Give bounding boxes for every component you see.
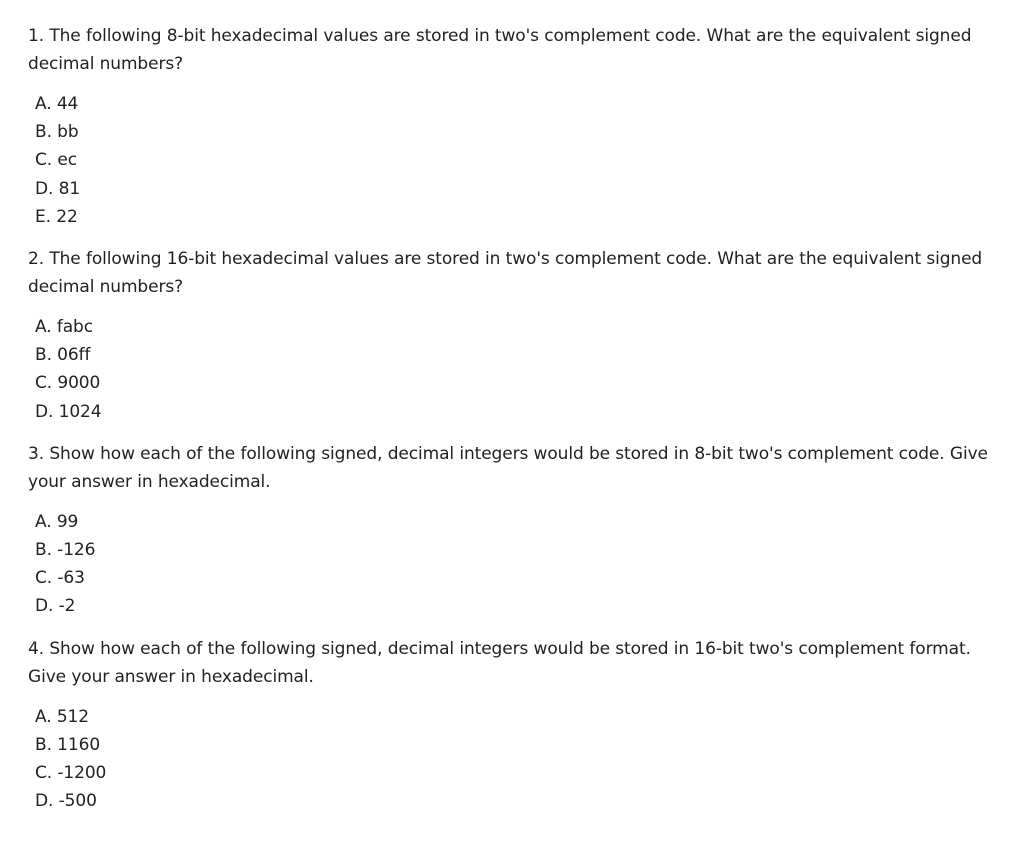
question-2: [28, 245, 1004, 426]
option-list: [28, 703, 1004, 816]
question-text: 1. The following 8-bit hexadecimal values are stored in two's complement code. What are the equivalent signed decimal numbers?: [28, 26, 972, 74]
option-item: A. 99: [35, 511, 79, 532]
option-list: [28, 313, 1004, 426]
option-item: A. 44: [35, 94, 79, 114]
option-item: D. -2: [35, 596, 76, 617]
question-4: [28, 635, 1004, 816]
question-text: 3. Show how each of the following signed, decimal integers would be stored in 8-bit two's complement code. Give your answer in hexadecimal.: [28, 443, 988, 492]
option-list: [28, 508, 1004, 621]
option-item: C. -63: [35, 568, 85, 589]
option-item: B. 1160: [35, 734, 101, 755]
question-text: 2. The following 16-bit hexadecimal values are stored in two's complement code. What are the equivalent signed decimal numbers?: [28, 249, 983, 298]
option-item: B. bb: [35, 122, 79, 143]
option-list: [28, 90, 1004, 231]
option-item: C. ec: [35, 150, 77, 171]
option-item: D. 1024: [35, 401, 102, 422]
question-3: [28, 440, 1004, 621]
option-item: D. -500: [35, 791, 97, 812]
option-item: A. fabc: [35, 317, 93, 338]
option-item: C. -1200: [35, 763, 107, 784]
option-item: B. -126: [35, 540, 96, 561]
option-item: A. 512: [35, 706, 89, 727]
question-text: 4. Show how each of the following signed, decimal integers would be stored in 16-bit two's complement format. Give your answer in hexadecimal.: [28, 638, 971, 687]
option-item: E. 22: [35, 206, 78, 227]
option-item: C. 9000: [35, 373, 101, 394]
question-1: [28, 22, 1004, 231]
option-item: B. 06ff: [35, 345, 91, 366]
option-item: D. 81: [35, 178, 81, 199]
